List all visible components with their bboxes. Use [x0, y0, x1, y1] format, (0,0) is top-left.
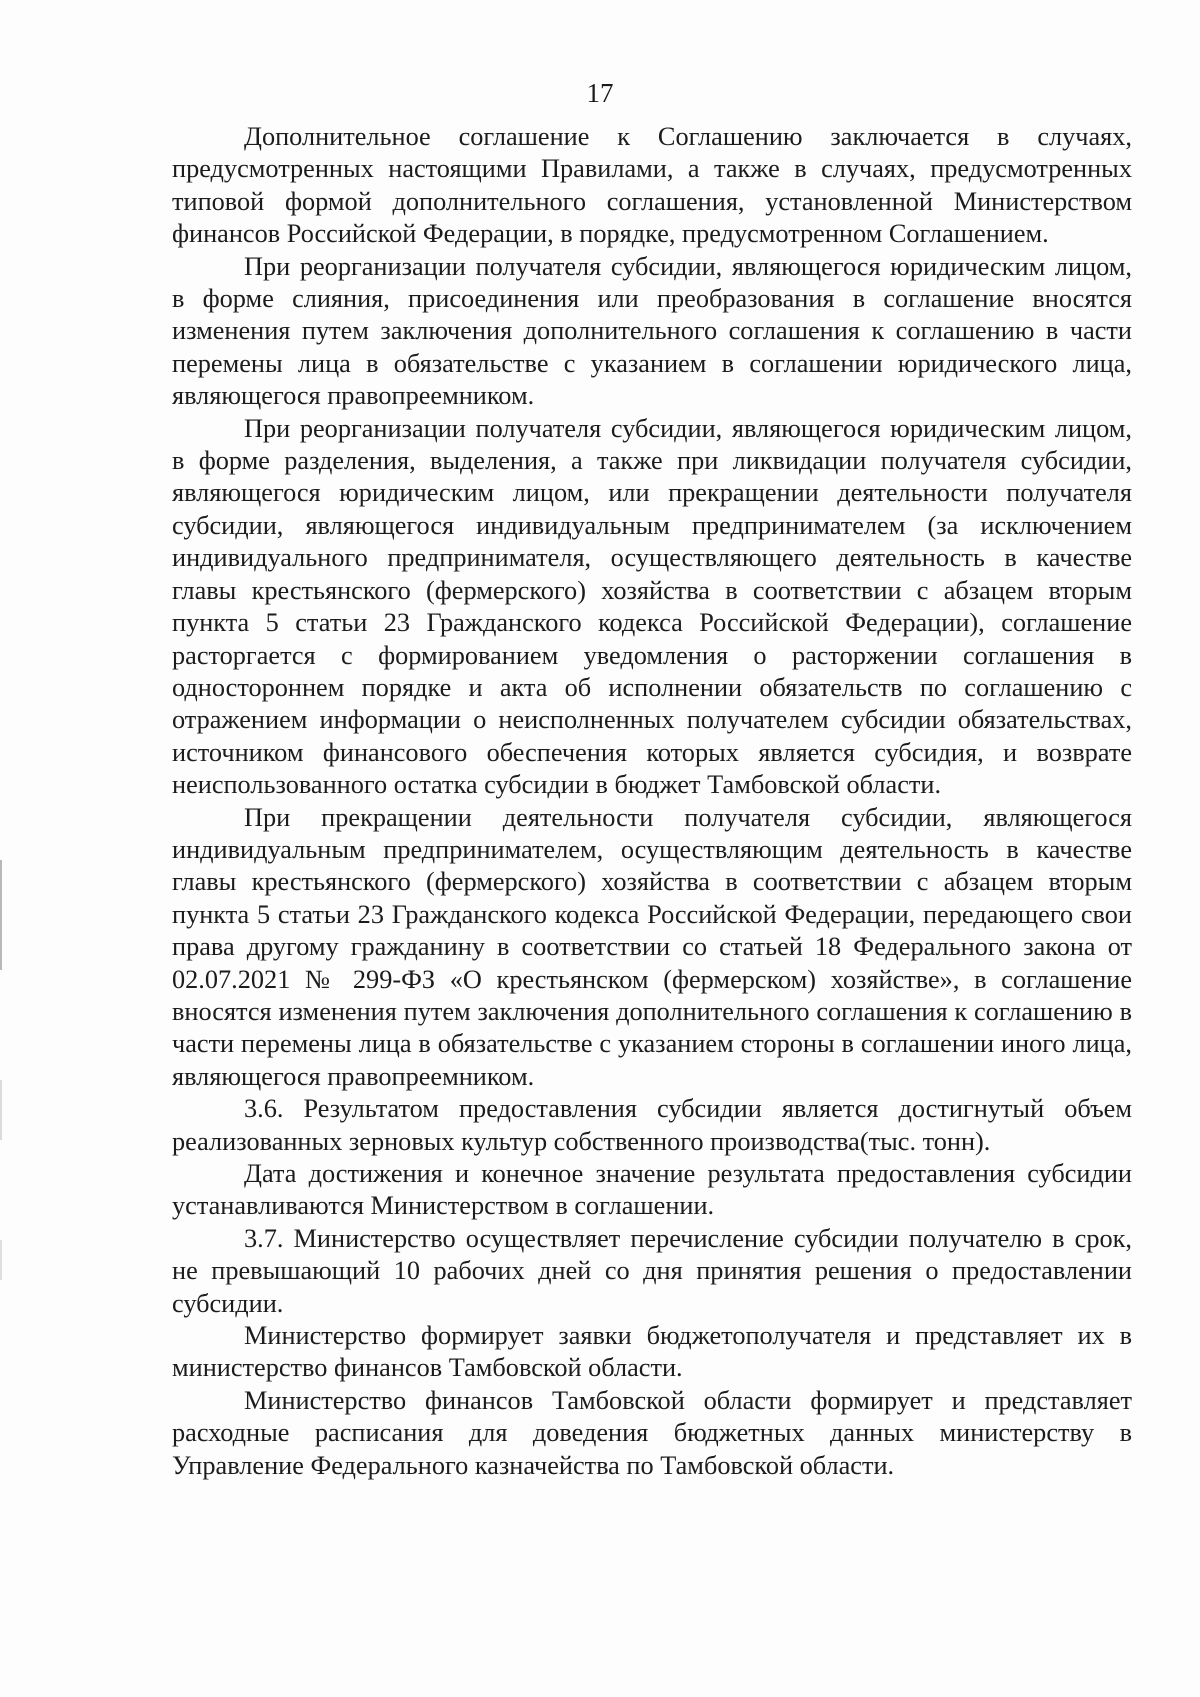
paragraph-reorganization-division: При реорганизации получателя субсидии, являющегося юридическим лицом, в форме разделения, выделения, а также при ликвидации получателя субсидии, являющегося юридическим лицом, или прекращении деятельности получателя субсидии, являющегося индивидуальным предпринимателем (за исключением индивидуального предпринимателя, осуществляющего деятельность в качестве главы крестьянского (фермерского) хозяйства в соответствии с абзацем вторым пункта 5 статьи 23 Гражданского кодекса Российской Федерации), соглашение расторгается с формированием уведомления о расторжении соглашения в одностороннем порядке и акта об исполнении обязательств по соглашению с отражением информации о неисполненных получателем субсидии обязательствах, источником финансового обеспечения которых является субсидия, и возврате неиспользованного остатка субсидии в бюджет Тамбовской области. [172, 413, 1132, 800]
scan-edge-mark [0, 1240, 2, 1280]
paragraph-termination-entrepreneur: При прекращении деятельности получателя субсидии, являющегося индивидуальным предпринимателем, осуществляющим деятельность в качестве главы крестьянского (фермерского) хозяйства в соответствии с абзацем вторым пункта 5 статьи 23 Гражданского кодекса Российской Федерации, передающего свои права другому гражданину в соответствии со статьей 18 Федерального закона от 02.07.2021 № 299-ФЗ «О крестьянском (фермерском) хозяйстве», в соглашение вносятся изменения путем заключения дополнительного соглашения к соглашению в части перемены лица в обязательстве с указанием стороны в соглашении иного лица, являющегося правопреемником. [172, 802, 1132, 1091]
paragraph-budget-requests: Министерство формирует заявки бюджетополучателя и представляет их в министерство финансов Тамбовской области. [172, 1321, 1132, 1383]
scan-edge-mark [0, 860, 2, 970]
paragraph-3-7-transfer: 3.7. Министерство осуществляет перечисление субсидии получателю в срок, не превышающий 10 рабочих дней со дня принятия решения о предоставлении субсидии. [172, 1223, 1132, 1318]
paragraph-3-6-result: 3.6. Результатом предоставления субсидии является достигнутый объем реализованных зерновых культур собственного производства(тыс. тонн). [172, 1094, 1132, 1156]
document-body [172, 121, 1132, 1482]
paragraph-additional-agreement: Дополнительное соглашение к Соглашению заключается в случаях, предусмотренных настоящими Правилами, а также в случаях, предусмотренных типовой формой дополнительного соглашения, установленной Министерством финансов Российской Федерации, в порядке, предусмотренном Соглашением. [172, 122, 1132, 249]
scan-edge-mark [0, 1080, 2, 1140]
paragraph-reorganization-merger: При реорганизации получателя субсидии, являющегося юридическим лицом, в форме слияния, присоединения или преобразования в соглашение вносятся изменения путем заключения дополнительного соглашения к соглашению в части перемены лица в обязательстве с указанием в соглашении юридического лица, являющегося правопреемником. [172, 251, 1132, 411]
paragraph-result-date: Дата достижения и конечное значение результата предоставления субсидии устанавливаются Министерством в соглашении. [172, 1159, 1132, 1221]
page-number: 17 [586, 78, 614, 108]
paragraph-expense-schedules: Министерство финансов Тамбовской области формирует и представляет расходные расписания для доведения бюджетных данных министерству в Управление Федерального казначейства по Тамбовской области. [172, 1385, 1132, 1480]
